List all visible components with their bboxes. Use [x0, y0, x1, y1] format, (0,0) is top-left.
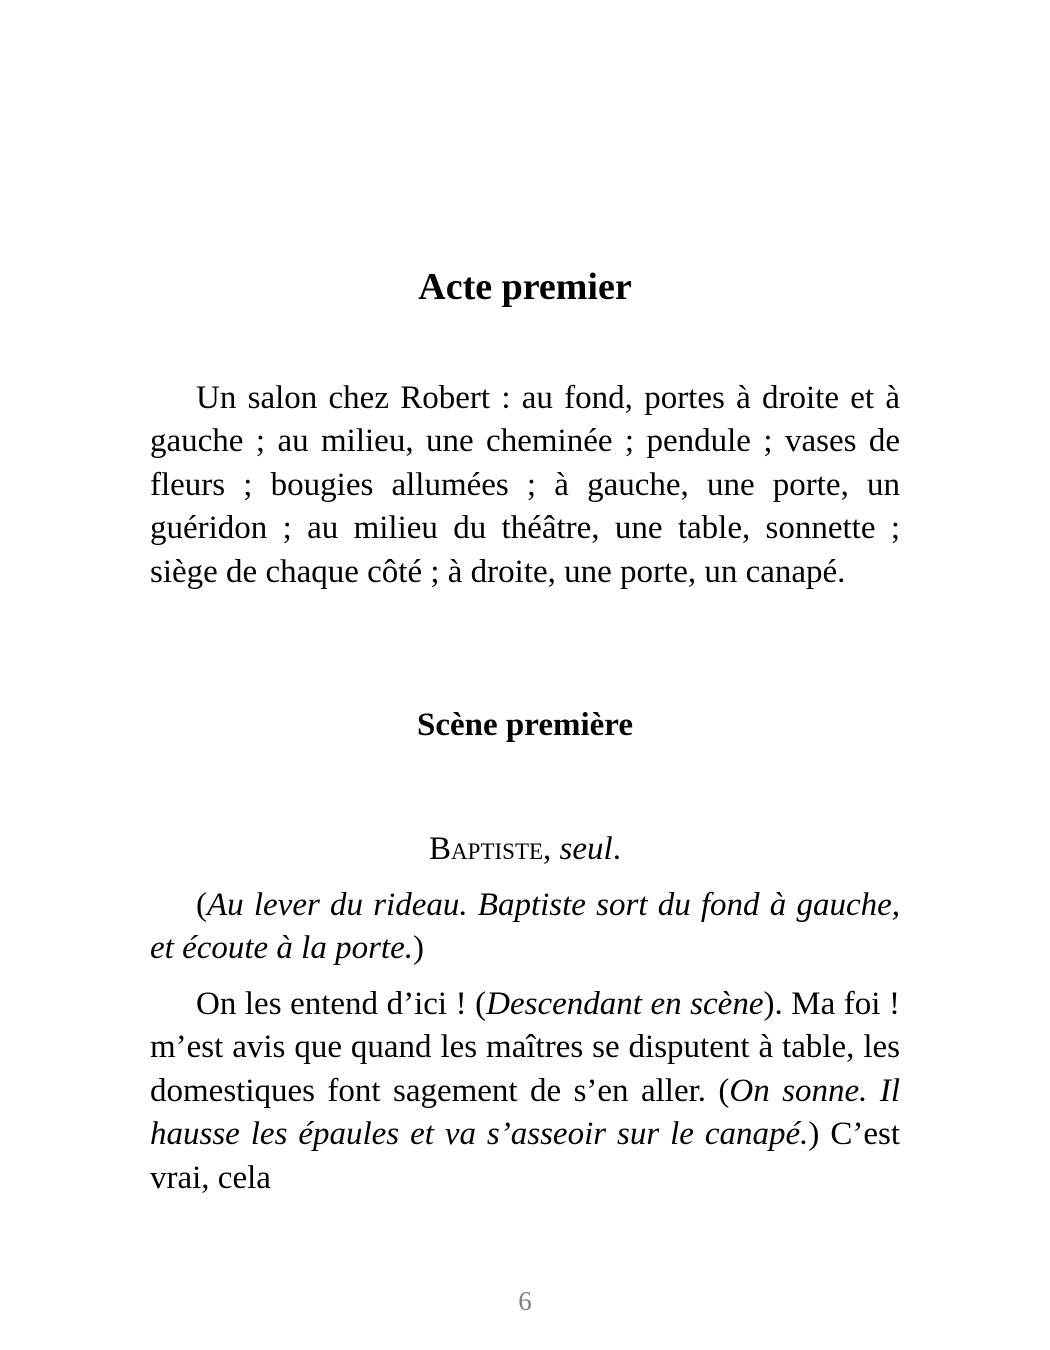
- speech-paragraph: [150, 983, 900, 1200]
- scene-title: Scène première: [417, 707, 633, 743]
- book-page: [150, 0, 900, 1350]
- stage-setting: Un salon chez Robert : au fond, portes à droite et à gauche ; au milieu, une cheminée ; pendule ; vases de fleurs ; bougies allumées ; à gauche, une porte, un guéridon ; au milieu du théâtre, une table, sonnette ; siège de chaque côté ; à droite, une porte, un canapé.: [150, 380, 900, 590]
- stage-direction-open: (: [196, 887, 207, 923]
- character-name: Baptiste: [429, 831, 544, 867]
- character-end: .: [612, 831, 621, 867]
- character-separator: ,: [543, 831, 560, 867]
- speech-direction-2: On sonne. Il hausse les épaules et va s’asseoir sur le canapé.: [150, 1072, 900, 1153]
- act-title: Acte premier: [418, 266, 632, 308]
- character-direction: seul: [559, 831, 613, 867]
- speech-direction-1: Descendant en scène: [486, 986, 764, 1022]
- speech-part-3: ) C’est vrai, cela: [150, 1116, 900, 1196]
- page-number: 6: [518, 1286, 532, 1316]
- stage-direction-close: ): [413, 930, 425, 967]
- speech-part-2: ). Ma foi ! m’est avis que quand les maîtres se disputent à table, les domestiques font sagement de s’en aller. (: [150, 986, 900, 1109]
- stage-direction: [150, 884, 900, 971]
- speech-container: [150, 983, 900, 1201]
- stage-direction-text: Au lever du rideau. Baptiste sort du fond à gauche, et écoute à la porte.: [150, 887, 900, 967]
- speech-part-1: On les entend d’ici ! (: [196, 986, 487, 1022]
- character-heading: [150, 828, 900, 871]
